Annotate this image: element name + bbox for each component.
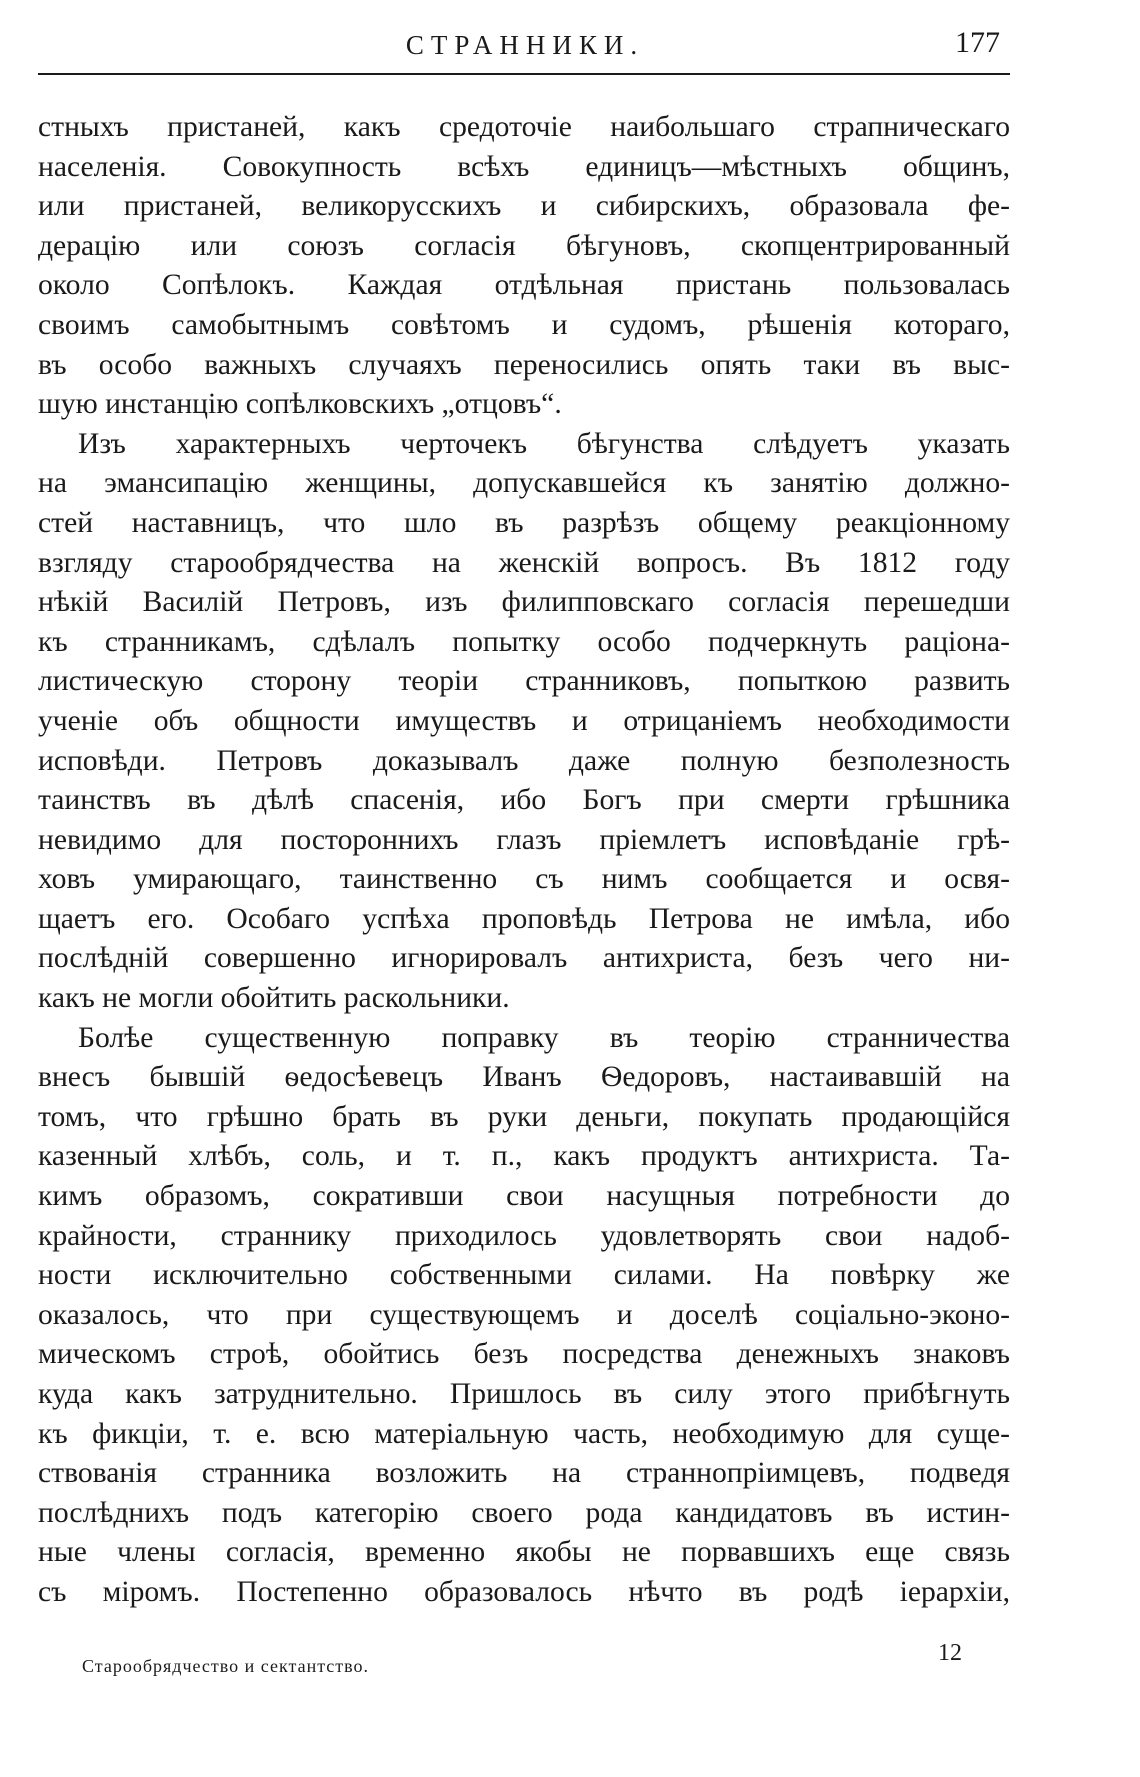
text-line: ные члены согласія, временно якобы не порвавшихъ еще связь — [38, 1536, 1010, 1569]
text-line: ученіе объ общности имуществъ и отрицаніемъ необходимости — [38, 704, 1010, 737]
text-line: оказалось, что при существующемъ и доселѣ соціально-эконо- — [38, 1298, 1010, 1331]
text-line: къ фикціи, т. е. всю матеріальную часть, необходимую для суще- — [38, 1417, 1010, 1450]
header-rule — [38, 73, 1010, 75]
text-line: ховъ умирающаго, таинственно съ нимъ сообщается и освя- — [38, 863, 1010, 896]
text-line: съ міромъ. Постепенно образовалось нѣчто въ родѣ іерархіи, — [38, 1575, 1010, 1608]
text-line: мическомъ строѣ, обойтись безъ посредства денежныхъ знаковъ — [38, 1338, 1010, 1371]
signature-title: Старообрядчество и сектантство. — [82, 1656, 370, 1676]
paragraph — [38, 108, 1010, 425]
text-line: дерацію или союзъ согласія бѣгуновъ, скопцентрированный — [38, 229, 1010, 262]
text-line: листическую сторону теоріи странниковъ, попыткою развить — [38, 665, 1010, 698]
text-line: куда какъ затруднительно. Пришлось въ силу этого прибѣгнуть — [38, 1378, 1010, 1410]
body-text — [38, 108, 1010, 1613]
text-line: взгляду старообрядчества на женскій вопросъ. Въ 1812 году — [38, 546, 1010, 579]
text-line: ствованія странника возложить на страннопріимцевъ, подведя — [38, 1457, 1010, 1490]
text-line: около Сопѣлокъ. Каждая отдѣльная пристань пользовалась — [38, 269, 1010, 302]
text-line: томъ, что грѣшно брать въ руки деньги, покупать продающійся — [38, 1100, 1010, 1133]
running-header — [40, 26, 1010, 66]
text-line: или пристаней, великорусскихъ и сибирскихъ, образовала фе- — [38, 190, 1010, 223]
text-line: Изъ характерныхъ черточекъ бѣгунства слѣдуетъ указать — [78, 427, 1010, 460]
text-line: крайности, страннику приходилось удовлетворять свои надоб- — [38, 1219, 1010, 1252]
text-line: въ особо важныхъ случаяхъ переносились опять таки въ выс- — [38, 348, 1010, 381]
text-line: послѣдній совершенно игнорировалъ антихриста, безъ чего ни- — [38, 942, 1010, 975]
sheet-number: 12 — [938, 1640, 962, 1666]
text-line: исповѣди. Петровъ доказывалъ даже полную безполезность — [38, 744, 1010, 777]
page-number: 177 — [955, 26, 1000, 59]
paragraph — [38, 425, 1010, 1019]
text-line: ности исключительно собственными силами. На повѣрку же — [38, 1259, 1010, 1292]
text-line: къ странникамъ, сдѣлалъ попытку особо подчеркнуть раціона- — [38, 625, 1010, 658]
running-title: СТРАННИКИ. — [405, 30, 645, 60]
text-line: невидимо для постороннихъ глазъ пріемлетъ исповѣданіе грѣ- — [38, 823, 1010, 856]
text-line: шую инстанцію сопѣлковскихъ „отцовъ“. — [38, 388, 562, 421]
text-line: Болѣе существенную поправку въ теорію странничества — [78, 1021, 1010, 1054]
text-line: кимъ образомъ, сокративши свои насущныя потребности до — [38, 1180, 1010, 1213]
text-line: внесъ бывшій ѳедосѣевецъ Иванъ Ѳедоровъ, настаивавшій на — [38, 1061, 1010, 1094]
text-line: какъ не могли обойтить раскольники. — [38, 982, 510, 1015]
text-line: казенный хлѣбъ, соль, и т. п., какъ продуктъ антихриста. Та- — [38, 1140, 1010, 1173]
text-line: на эмансипацію женщины, допускавшейся къ занятію должно- — [38, 467, 1010, 500]
text-line: своимъ самобытнымъ совѣтомъ и судомъ, рѣшенія котораго, — [38, 308, 1010, 341]
text-line: послѣднихъ подъ категорію своего рода кандидатовъ въ истин- — [38, 1496, 1010, 1529]
page-footer — [82, 1640, 962, 1680]
text-line: стей наставницъ, что шло въ разрѣзъ общему реакціонному — [38, 506, 1010, 539]
text-line: нѣкій Василій Петровъ, изъ филипповскаго согласія перешедши — [38, 586, 1010, 619]
text-line: стныхъ пристаней, какъ средоточіе наибольшаго страпническаго — [38, 111, 1010, 143]
text-line: таинствъ въ дѣлѣ спасенія, ибо Богъ при смерти грѣшника — [38, 784, 1010, 817]
text-line: населенія. Совокупность всѣхъ единицъ—мѣстныхъ общинъ, — [38, 150, 1010, 183]
text-line: щаетъ его. Особаго успѣха проповѣдь Петрова не имѣла, ибо — [38, 902, 1010, 935]
paragraph — [38, 1019, 1010, 1613]
